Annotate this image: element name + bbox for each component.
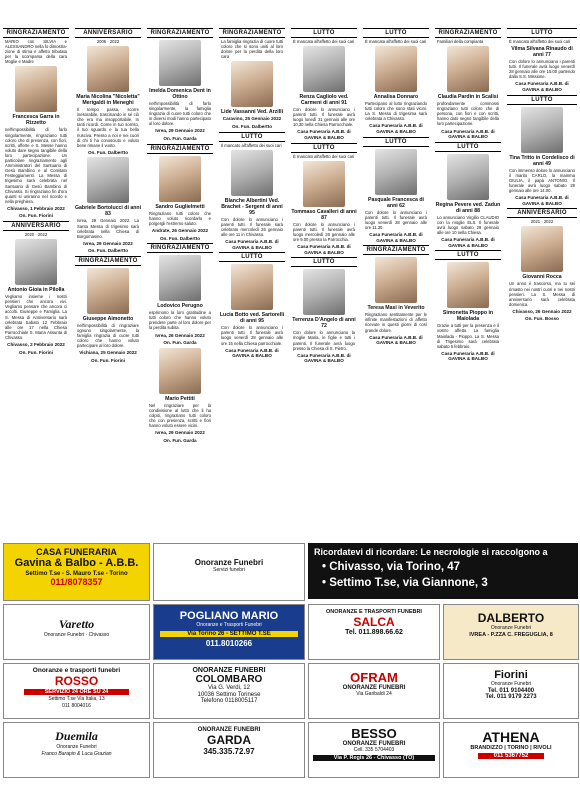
column-1 (3, 28, 69, 538)
notice-text: nell'impossibilità di farlo singolarmente, ringraziano tutti coloro che di presenza, con fiori, scritti, offerte e S. Messe hanno voluto dare segno tangibile della loro partecipazione. Un particolare ringraziamento agli Amministratori del Santuario di Gesù Bambino e al Comitato Festeggiamenti. La Messa di trigesimo sarà celebrata nel Santuario di Gesù Bambino di Chivasso. Si ringraziano fin d'ora quanti si uniranno nel ricordo e nella preghiera. (5, 127, 67, 204)
deceased-name: Simonetta Pioppo in Maiolada (442, 310, 494, 323)
notice-signature: On. Fun. Garda (163, 136, 197, 142)
notice-text: Ringraziano sentitamente per le infinite manifestazioni di affetto ricevute in questi giorni di così grande dolore. (365, 312, 427, 333)
notice-signature: Casa Funeraria A.B.B. di GAVINA & BALBO (441, 128, 495, 140)
ad-pogliano-mario: POGLIANO MARIO Onoranze e Trasporti Funebri Via Torino 26 - SETTIMO T.SE 011.8010266 (153, 604, 305, 660)
ad-varetto: Varetto Onoranze Funebri · Chivasso (3, 604, 150, 660)
notice-text: La famiglia ringrazia di cuore tutti coloro che si sono uniti al loro dolore per la perdita della loro cara (221, 39, 283, 60)
notice-heading: LUTTO (363, 137, 429, 147)
deceased-name: Vilma Silvana Rinaudo di anni 77 (511, 46, 573, 59)
notice-heading: RINGRAZIAMENTO (363, 245, 429, 255)
anniversary-years: 2006 · 2022 (96, 39, 120, 44)
notice-signature: Ivrea, 29 Gennaio 2022 (83, 240, 133, 246)
notice-heading: LUTTO (435, 142, 501, 152)
column-8 (507, 28, 577, 538)
notice-signature: Casa Funeraria A.B.B. di GAVINA & BALBO (369, 334, 423, 346)
notice-text: Con dolore lo annunciano i parenti tutti. Il funerale avrà luogo venerdì 28 gennaio alle ore 15 nella Chiesa parrocchiale. (221, 325, 283, 346)
notice-heading: RINGRAZIAMENTO (147, 28, 213, 38)
notice-text: Il tempo passa, scorre inesorabile, trascinando in sé ciò che era ma insopportabile. In tanti ricordi. Come in tuo sorriso, il tuo sguardo e la tua bella riusciva. Presso a noi e nei cuori di chi ti ha conosciuto e voluto bene rimane il vuoto. (77, 107, 139, 148)
deceased-name: Tina Tritto in Cordelisco di anni 49 (509, 154, 575, 167)
notice-heading: LUTTO (507, 95, 577, 105)
notice-signature: Chivasso, 1 Febbraio 2022 (7, 205, 65, 211)
deceased-name: Pasquale Francesca di anni 62 (368, 196, 424, 209)
notice-signature: Casa Funeraria A.B.B. di GAVINA & BALBO (515, 81, 569, 93)
notice-signature: On. Fun. Fiorini (19, 213, 53, 219)
collection-points-banner (308, 543, 578, 599)
portrait-photo (87, 157, 129, 203)
notice-signature: Casa Funeraria A.B.B. di GAVINA & BALBO (225, 347, 279, 359)
portrait-photo (447, 154, 489, 200)
portrait-photo (521, 226, 563, 272)
notice-signature: On. Fun. Fiorini (19, 349, 53, 355)
portrait-photo (15, 66, 57, 112)
notice-text: Lo annunciano Virgilio CLAUDIO con la moglie ELS. Il funerale avrà luogo sabato 29 gennaio alle ore 10 nella Chiesa. (437, 214, 499, 236)
notice-text: È mancato all'affetto dei suoi cari (293, 153, 355, 159)
notice-signature: Casa Funeraria A.B.B. di GAVINA & BALBO (441, 350, 495, 362)
portrait-photo (159, 348, 201, 394)
column-5 (291, 28, 357, 538)
notice-signature: On. Fun. Dalbertto (87, 248, 129, 254)
portrait-photo (87, 268, 129, 314)
notice-text: Nel ringraziare per la condivisione al lutto che li ha colpiti, ringraziano tutti coloro che con presenza, scritti e fiori hanno voluto essere vicini. (149, 402, 211, 429)
notice-signature: Casa Funeraria A.B.B. di GAVINA & BALBO (369, 232, 423, 243)
notice-heading: LUTTO (435, 250, 501, 260)
notice-text: Un anno è trascorso, ma tu sei rimasto nei nostri cuori e nei nostri pensieri. La S. Messa di anniversario sarà celebrata domenica. (509, 281, 575, 307)
notice-text: È mancata all'affetto dei suoi cari (365, 39, 427, 44)
notice-heading: LUTTO (219, 132, 285, 142)
notice-text: È mancata all'affetto dei suoi cari (509, 39, 571, 44)
portrait-photo (231, 150, 273, 196)
notice-heading: RINGRAZIAMENTO (147, 243, 213, 253)
deceased-name: Antonio Gioia in Pilolla (7, 287, 65, 294)
deceased-name: Lide Vassanni Ved. Arzilli (220, 109, 284, 116)
deceased-name: Mario Pettiti (165, 395, 195, 402)
notice-signature: On. Fun. Garda (163, 340, 197, 346)
portrait-photo (87, 46, 129, 92)
notice-text: Grazie a tutti per la presenza e il vostro affetto. La famiglia Maiolada - Pioppo. La S. Messa di Trigesimo sarà celebrata sabato 5 febbraio. (437, 323, 499, 349)
ad-colombaro: ONORANZE FUNEBRI COLOMBARO Via G. Verdi, 12 10036 Settimo Torinese Telefono 0118005117 (153, 663, 305, 719)
notice-signature: Ivrea, 29 Gennaio 2022 (155, 430, 205, 436)
notice-heading: LUTTO (291, 28, 357, 38)
ad-duemila: Duemila Onoranze Funebri Franco Barapin & Luca Grazian (3, 722, 150, 778)
ad-salca: ONORANZE E TRASPORTI FUNEBRI SALCA Tel. 011.898.66.62 (308, 604, 440, 660)
notice-signature: On. Fun. Garda (163, 437, 197, 443)
ad-fiorini: Fiorini Onoranze Funebri Tel. 011 9104400 Tel. 011 9179 2273 (443, 663, 579, 719)
notice-heading: ANNIVERSARIO (3, 221, 69, 231)
deceased-name: Lucia Botto ved. Sartorelli di anni 95 (219, 312, 285, 325)
portrait-photo (303, 161, 345, 207)
notice-text: profondamente commossi ringraziano tutti coloro che di persona, con fiori e con scritti, hanno dato segno tangibile della loro partecipazione. (437, 101, 499, 127)
portrait-photo (447, 262, 489, 308)
notice-heading: ANNIVERSARIO (75, 28, 141, 38)
notice-signature: On. Fun. Fiorini (91, 358, 125, 364)
notice-text: Con dolore lo annunciano i parenti tutti. Il funerale avrà luogo lunedì 31 gennaio alle ore 10,30 nella Chiesa Parrocchiale. (293, 107, 355, 128)
portrait-photo (447, 46, 489, 92)
notice-heading: LUTTO (291, 143, 357, 153)
deceased-name: Sandro Guglielmetti (155, 203, 205, 210)
notice-heading: LUTTO (507, 28, 577, 38)
portrait-photo (159, 40, 201, 86)
notice-text: esprimono la loro gratitudine a tutti coloro che hanno voluto prendere parte al loro dolore per la perdita subita. (149, 310, 211, 331)
notice-signature: On. Fun. Dalbertto (159, 235, 201, 241)
ad-rosso: Onoranze e trasporti funebri ROSSO SERVIZIO 24 ORE SU 24 Settimo T.se Via Italia, 13 011 8004016 (3, 663, 150, 719)
notice-heading: RINGRAZIAMENTO (147, 144, 213, 154)
notice-signature: Ivrea, 26 Gennaio 2022 (155, 332, 205, 338)
ad-athena: ATHENA BRANDIZZO | TORINO | RIVOLI 011 5367752 (443, 722, 579, 778)
notice-text: MARIO con SILVIA e ALESSANDRO nella fo dimostra- zione di stima e affetto tributata per la scomparsa della cara Moglie e Madre (5, 39, 67, 65)
deceased-name: Lodovico Perugno (157, 303, 203, 310)
notice-heading: RINGRAZIAMENTO (75, 256, 141, 266)
ad-casa-funeraria: CASA FUNERARIA Gavina & Balbo - A.B.B. Settimo T.se - S. Mauro T.se - Torino 011/8078357 (3, 543, 150, 601)
ad-garda: ONORANZE FUNEBRI GARDA 345.335.72.97 (153, 722, 305, 778)
column-7 (435, 28, 501, 538)
column-4 (219, 28, 285, 538)
notice-signature: Casa Funeraria A.B.B. di GAVINA & BALBO (225, 239, 279, 250)
deceased-name: Tommaso Cavalleri di anni 87 (291, 208, 357, 221)
anniversary-years: 2020 · 2022 (24, 232, 48, 238)
notice-text: Con immenso dolore lo annunciano il marito CARLO, la mamma GIULIA, il papà ANTONIO. Il funerale avrà luogo sabato 29 gennaio alle ore 14.00. (509, 167, 575, 194)
portrait-photo (375, 149, 417, 195)
ad-dalberto: DALBERTO Onoranze Funebri IVREA - P.ZZA C. FREGUGLIA, 8 (443, 604, 579, 660)
notice-text: Con dolore lo annunciano la moglie Maria, le figlie e tutti i parenti. Il funerale avrà luogo presso la Chiesa di S. Pietro. (293, 330, 355, 351)
notice-signature: Casa Funeraria A.B.B. di GAVINA & BALBO (441, 237, 495, 248)
banner-address-2: • Settimo T.se, via Giannone, 3 (322, 577, 488, 589)
notice-signature: On. Fun. Dalbertto (231, 123, 273, 129)
notice-text: Con dolore lo annunciano i parenti tutti. Il funerale avrà luogo mercoledì 26 gennaio alle ore 9.00 presso la Parrocchia. (293, 221, 355, 243)
deceased-name: Teresa Masi in Veverito (367, 305, 425, 312)
deceased-name: Giuseppe Aimonetto (82, 316, 134, 322)
column-2 (75, 28, 141, 538)
notice-text: Familiari della compianta (437, 39, 484, 44)
notice-heading: RINGRAZIAMENTO (3, 28, 69, 38)
notice-heading: RINGRAZIAMENTO (435, 28, 501, 38)
notice-signature: Casa Funeraria A.B.B. di GAVINA & BALBO (297, 129, 351, 141)
portrait-photo (303, 269, 345, 315)
notice-signature: On. Fun. Dalbertto (87, 149, 129, 155)
notice-text: È mancata all'affetto dei suoi cari (293, 39, 355, 44)
portrait-photo (375, 46, 417, 92)
deceased-name: Gabriele Bortolucci di anni 83 (75, 205, 141, 218)
notice-signature: Chivasso, 26 Gennaio 2022 (512, 308, 572, 314)
deceased-name: Claudia Pardin in Scalisi (437, 94, 499, 101)
portrait-photo (231, 264, 273, 310)
banner-address-1: • Chivasso, via Torino, 47 (322, 561, 461, 573)
anniversary-years: 2021 · 2022 (530, 219, 554, 225)
deceased-name: Francesca Garra in Rizzetto (12, 114, 60, 127)
notice-signature: Vichiana, 25 Gennaio 2022 (79, 350, 137, 356)
portrait-photo (375, 257, 417, 303)
deceased-name: Terrenza D'Angelo di anni 72 (292, 317, 356, 330)
notice-signature: Chivasso, 2 Febbraio 2022 (7, 342, 65, 347)
notice-signature: Ivrea, 29 Gennaio 2022 (155, 128, 205, 134)
notice-heading: LUTTO (363, 28, 429, 38)
notice-text: Con dolore lo annunciano i parenti tutti. Il funerale avrà luogo venerdì 28 gennaio alle ore 15.00 partendo dalla S.S. Missione. (509, 59, 575, 80)
deceased-name: Imelda Domenica Dent in Ottino (149, 88, 211, 100)
notice-signature: Andrate, 26 Gennaio 2022 (151, 227, 209, 233)
deceased-name: Annalisa Donnaro (373, 94, 419, 101)
portrait-photo (159, 255, 201, 301)
notice-signature: Casa Funeraria A.B.B. di GAVINA & BALBO (515, 195, 569, 206)
notice-text: Ringraziano tutti coloro che hanno voluto ricordarlo e porgergli l'estremo saluto. (149, 210, 211, 226)
notice-text: Il mancato all'affetto dei suoi cari (221, 142, 282, 148)
portrait-photo (303, 46, 345, 92)
ad-onoranze-funebri: Onoranze Funebri Servizi funebri (153, 543, 305, 601)
portrait-photo (159, 156, 201, 202)
notice-heading: RINGRAZIAMENTO (219, 28, 285, 38)
notice-text: nell'impossibilità di farlo singolarmente, la famiglia ringrazia di cuore tutti coloro che in diversi modi hanno partecipato al loro dolore. (149, 101, 211, 127)
deceased-name: Blanche Albertini Ved. Brachet - Sergent di anni 95 (221, 197, 283, 216)
notice-signature: Casa Funeraria A.B.B. di GAVINA & BALBO (297, 244, 351, 255)
column-3 (147, 28, 213, 538)
ad-besso: BESSO ONORANZE FUNEBRI Cell. 335 5704403 Via P. Regis 26 - Chivasso (TO) (308, 722, 440, 778)
notice-signature: Casa Funeraria A.B.B. di GAVINA & BALBO (297, 352, 351, 364)
notice-text: Partecipano al lutto ringraziando tutti coloro che sono stati vicini. La S. Messa di trigesima sarà celebrata a Chivasso. (365, 101, 427, 122)
notice-text: Ivrea, 29 Gennaio 2022. La Santa Messa di trigesimo sarà celebrata nella Chiesa di Borgomasino. (77, 218, 139, 239)
portrait-photo (15, 239, 57, 285)
notice-text: Con dolore lo annunciano i parenti tutti. Il funerale sarà celebrato mercoledì 26 gennaio alle ore 11 in Chivasso. (221, 216, 283, 237)
notice-heading: LUTTO (291, 257, 357, 267)
deceased-name: Renza Cagliolo ved. Carmeni di anni 91 (299, 94, 349, 107)
banner-title: Ricordatevi di ricordare: Le necrologie si raccolgono a (314, 547, 548, 557)
deceased-name: Maria Nicolina "Nicoletta" Merigaldi in Meneghi (76, 94, 140, 107)
notice-signature: Casa Funeraria A.B.B. di GAVINA & BALBO (369, 123, 423, 135)
notice-text: Vegliamo insieme i nostri pensieri che ancora vivi. Vegliamo pensare che ancora ci accolti. Giuseppe e Famiglia. La S. Messa di Anniversario sarà celebrata Sabato 12 Febbraio alle ore 17 nella Chiesa Parrocchiale S. Maria Assunta di Chivasso. (5, 294, 67, 340)
deceased-name: Giovanni Rocca (522, 274, 562, 281)
notice-text: Con dolore lo annunciano i parenti tutti. Il funerale avrà luogo venerdì 28 gennaio alle ore 11.30. (365, 209, 427, 230)
notice-signature: Caravino, 25 Gennaio 2022 (222, 116, 282, 122)
column-6 (363, 28, 429, 538)
portrait-photo (521, 107, 563, 153)
deceased-name: Regina Pevere ved. Zadun di anni 88 (435, 201, 501, 214)
portrait-photo (231, 61, 273, 107)
notice-heading: ANNIVERSARIO (507, 208, 577, 218)
ad-ofram: OFRAM ONORANZE FUNEBRI Via Garibaldi 24 (308, 663, 440, 719)
notice-heading: LUTTO (219, 252, 285, 262)
notice-signature: On. Fun. Bosso (525, 316, 559, 322)
notice-text: nell'impossibilità di ringraziare ognuno singolarmente, la famiglia ringrazia di cuore tutti coloro che hanno voluto partecipare al loro dolore. (77, 323, 139, 349)
